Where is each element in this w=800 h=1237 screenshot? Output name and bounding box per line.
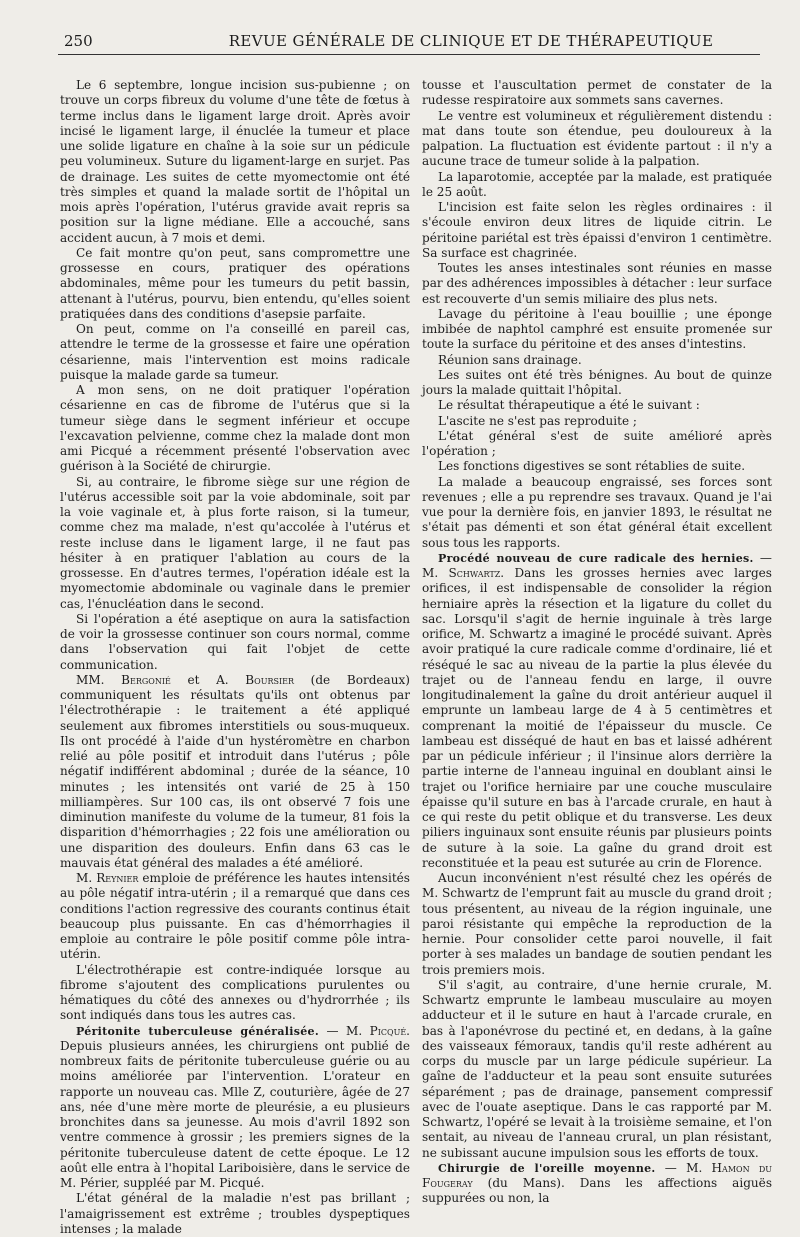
text: (du Mans). Dans les affections aiguës suppurées ou non, la bbox=[422, 1176, 772, 1206]
text: et A. bbox=[170, 672, 246, 687]
author-name: Bergonié bbox=[121, 672, 171, 687]
paragraph: L'électrothérapie est contre-indiquée lorsque au fibrome s'ajoutent des complications purulentes ou hématiques du côté des annexes ou d'hydrorrhée ; ils sont indiqués dans tous les autres cas. bbox=[60, 962, 410, 1023]
paragraph: Si, au contraire, le fibrome siège sur une région de l'utérus accessible soit par la voie abdominale, soit par la voie vaginale et, à plus forte raison, si la tumeur, comme chez ma malade, n'est qu'accolée à l'utérus et reste incluse dans le ligament large, il ne faut pas hésiter à en pratiquer l'ablation au cours de la grossesse. En d'autres termes, l'opération idéale est la myomectomie abdominale ou vaginale dans le premier cas, l'énucléation dans le second. bbox=[60, 474, 410, 611]
paragraph: Si l'opération a été aseptique on aura la satisfaction de voir la grossesse continuer son cours normal, comme dans l'observation qui fait l'objet de cette communication. bbox=[60, 611, 410, 672]
paragraph: L'ascite ne s'est pas reproduite ; bbox=[438, 413, 637, 428]
paragraph: Lavage du péritoine à l'eau bouillie ; une éponge imbibée de naphtol camphré est ensuite promenée sur toute la surface du péritoine et des anses d'intestins. bbox=[422, 306, 772, 352]
paragraph bbox=[60, 871, 410, 963]
paragraph: L'état général de la maladie n'est pas brillant ; l'amaigrissement est extrême ; troubles dyspeptiques intenses ; la malade bbox=[60, 1191, 410, 1236]
text: MM. bbox=[76, 672, 122, 687]
paragraph bbox=[422, 1161, 772, 1207]
journal-title: REVUE GÉNÉRALE DE CLINIQUE ET DE THÉRAPEUTIQUE bbox=[228, 32, 714, 50]
text: (de Bordeaux) communiquent les résultats qu'ils ont obtenus par l'électrothérapie : le traitement a été appliqué seulement aux fibromes interstitiels ou sous-muqueux. Ils ont procédé à l'aide d'un hystéromètre en charbon relié au pôle positif et introduit dans l'utérus ; pôle négatif indifférent abdominal ; durée de la séance, 10 minutes ; les intensités ont varié de 25 à 150 milliampères. Sur 100 cas, ils ont observé 7 fois une diminution manifeste du volume de la tumeur, 81 fois la disparition d'hémorrhagies ; 22 fois une amélioration ou une disparition des douleurs. Enfin dans 63 cas le mauvais état général des malades a été amélioré. bbox=[60, 672, 410, 870]
text: emploie de préférence les hautes intensités au pôle négatif intra-utérin ; il a remarqué que dans ces conditions l'action regressive des courants continus était beaucoup plus puissante. En cas d'hémorrhagies il emploie au contraire le pôle positif comme pôle intra-utérin. bbox=[60, 871, 410, 962]
right-column bbox=[422, 78, 772, 1206]
author-name: Reynier bbox=[96, 871, 139, 885]
paragraph bbox=[60, 1024, 410, 1192]
paragraph: Les suites ont été très bénignes. Au bout de quinze jours la malade quittait l'hôpital. bbox=[422, 367, 772, 397]
paragraph: L'état général s'est de suite amélioré après l'opération ; bbox=[422, 428, 772, 458]
author-name: Picqué bbox=[369, 1023, 407, 1038]
author-name: Hamon du Fougeray bbox=[422, 1160, 772, 1190]
section-heading: Procédé nouveau de cure radicale des hernies. bbox=[438, 551, 754, 565]
paragraph: La laparotomie, acceptée par la malade, est pratiquée le 25 août. bbox=[422, 169, 772, 199]
paragraph: Toutes les anses intestinales sont réunies en masse par des adhérences impossibles à détacher : leur surface est recouverte d'un semis miliaire des plus nets. bbox=[422, 261, 772, 306]
running-header bbox=[58, 30, 760, 55]
text: . Dans les grosses hernies avec larges orifices, il est indispensable de consolider la région herniaire après la résection et la ligature du collet du sac. Lorsqu'il s'agit de hernie inguinale à très large orifice, M. Schwartz a imaginé le procédé suivant. Après avoir pratiqué la cure radicale comme d'ordinaire, lié et réséqué le sac au niveau de la partie la plus élevée du trajet ou de l'anneau fendu en large, il ouvre longitudinalement la gaîne du droit antérieur auquel il emprunte un lambeau large de 4 à 5 centimètres et comprenant la moitié de l'épaisseur du muscle. Ce lambeau est disséqué de haut en bas et laissé adhérent par un pédicule inférieur ; il l'insinue alors derrière la partie interne de l'anneau inguinal en doublant ainsi le trajet ou l'orifice herniaire par une couche musculaire épaisse qu'il suture en bas à l'arcade crurale, en haut à ce qui reste du petit oblique et du transverse. Les deux piliers inguinaux sont ensuite réunis par plusieurs points de suture à la soie. La gaîne du grand droit est reconstituée et la peau est suturée au crin de Florence. bbox=[422, 566, 772, 870]
paragraph: Le ventre est volumineux et régulièrement distendu : mat dans toute son étendue, peu douloureux à la palpation. La fluctuation est évidente partout : il n'y a aucune trace de tumeur solide à la palpation. bbox=[422, 108, 772, 169]
paragraph: tousse et l'auscultation permet de constater de la rudesse respiratoire aux sommets sans cavernes. bbox=[422, 78, 772, 108]
text: . Depuis plusieurs années, les chirurgiens ont publié de nombreux faits de péritonite tuberculeuse guérie ou au moins améliorée par l'intervention. L'orateur en rapporte un nouveau cas. Mlle Z, couturière, âgée de 27 ans, née d'une mère morte de pleurésie, a eu plusieurs bronchites dans sa jeunesse. Au mois d'avril 1892 son ventre commence à grossir ; les premiers signes de la péritonite tuberculeuse datent de cette époque. Le 12 août elle entra à l'hopital Lariboisière, dans le service de M. Périer, suppléé par M. Picqué. bbox=[60, 1023, 410, 1190]
paragraph: Les fonctions digestives se sont rétablies de suite. bbox=[438, 459, 746, 474]
author-name: Boursier bbox=[245, 672, 294, 687]
paragraph: L'incision est faite selon les règles ordinaires : il s'écoule environ deux litres de liquide citrin. Le péritoine pariétal est très épaissi d'environ 1 centimètre. Sa surface est chagrinée. bbox=[422, 200, 772, 260]
section-heading: Péritonite tuberculeuse généralisée. bbox=[76, 1024, 319, 1038]
text: — M. bbox=[655, 1160, 712, 1175]
paragraph: Aucun inconvénient n'est résulté chez les opérés de M. Schwartz de l'emprunt fait au muscle du grand droit ; tous présentent, au niveau de la région inguinale, une paroi résistante qui empêche la reproduction de la hernie. Pour consolider cette paroi nouvelle, il fait porter à ses malades un bandage de soutien pendant les trois premiers mois. bbox=[422, 871, 772, 977]
paragraph: Ce fait montre qu'on peut, sans compromettre une grossesse en cours, pratiquer des opérations abdominales, même pour les tumeurs du petit bassin, attenant à l'utérus, pourvu, bien entendu, qu'elles soient pratiquées dans des conditions d'asepsie parfaite. bbox=[60, 245, 410, 321]
paragraph: Le résultat thérapeutique a été le suivant : bbox=[438, 398, 700, 413]
paragraph: Réunion sans drainage. bbox=[438, 352, 582, 367]
text: — M. bbox=[422, 550, 772, 580]
paragraph: Le 6 septembre, longue incision sus-pubienne ; on trouve un corps fibreux du volume d'une tête de fœtus à terme inclus dans le ligament large droit. Après avoir incisé le ligament large, il énuclée la tumeur et place une solide ligature en chaîne à la soie sur un pédicule peu volumineux. Suture du ligament-large en surjet. Pas de drainage. Les suites de cette myomectomie ont été très simples et quand la malade sortit de l'hôpital un mois après l'opération, l'utérus gravide avait repris sa position sur la ligne médiane. Elle a accouché, sans accident aucun, à 7 mois et demi. bbox=[60, 78, 410, 245]
paragraph: La malade a beaucoup engraissé, ses forces sont revenues ; elle a pu reprendre ses travaux. Quand je l'ai vue pour la dernière fois, en janvier 1893, le résultat ne s'était pas démenti et son état général était excellent sous tous les rapports. bbox=[422, 474, 772, 550]
text: — M. bbox=[318, 1023, 370, 1038]
paragraph: On peut, comme on l'a conseillé en pareil cas, attendre le terme de la grossesse et faire une opération césarienne, mais l'intervention est moins radicale puisque la malade garde sa tumeur. bbox=[60, 322, 410, 382]
paragraph: S'il s'agit, au contraire, d'une hernie crurale, M. Schwartz emprunte le lambeau musculaire au moyen adducteur et il le suture en haut à l'arcade crurale, en bas à l'aponévrose du pectiné et, en dedans, à la gaîne des vaisseaux fémoraux, tandis qu'il reste adhérent au corps du muscle par un large pédicule supérieur. La gaîne de l'adducteur et la peau sont ensuite suturées séparément ; pas de drainage, pansement compressif avec de l'ouate aseptique. Dans le cas rapporté par M. Schwartz, l'opéré se levait à la troisième semaine, et l'on sentait, au niveau de l'anneau crural, un plan résistant, ne subissant aucune impulsion sous les efforts de toux. bbox=[422, 977, 772, 1160]
paragraph: A mon sens, on ne doit pratiquer l'opération césarienne en cas de fibrome de l'utérus que si la tumeur siège dans le segment inférieur et occupe l'excavation pelvienne, comme chez la malade dont mon ami Picqué a récemment présenté l'observation avec guérison à la Société de chirurgie. bbox=[60, 383, 410, 474]
author-name: Schwartz bbox=[448, 566, 501, 580]
section-heading: Chirurgie de l'oreille moyenne. bbox=[438, 1161, 656, 1175]
page-number: 250 bbox=[64, 32, 93, 50]
paragraph bbox=[60, 673, 410, 871]
paragraph bbox=[422, 551, 772, 871]
text: M. bbox=[76, 871, 97, 885]
left-column bbox=[60, 78, 410, 1236]
